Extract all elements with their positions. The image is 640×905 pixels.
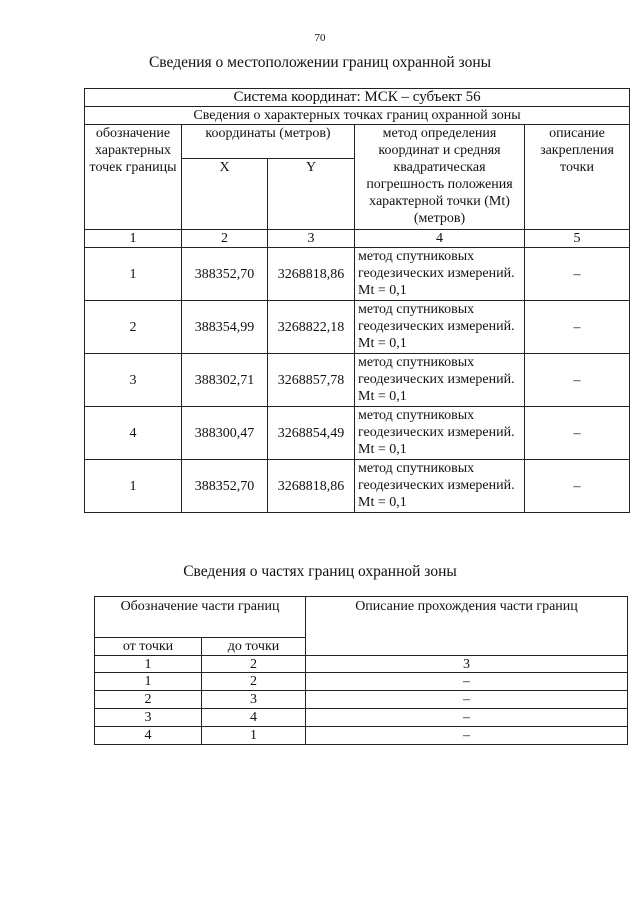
header-x: X bbox=[182, 159, 268, 230]
header-to-point: до точки bbox=[202, 638, 306, 656]
header-row-1 bbox=[85, 125, 630, 159]
method-text: метод спутниковых геодезических измерений. Mt = 0,1 bbox=[355, 301, 525, 354]
coord-x: 388300,47 bbox=[182, 407, 268, 460]
to-point: 2 bbox=[202, 673, 306, 691]
passage-description: – bbox=[306, 709, 628, 727]
column-numbers-row bbox=[85, 230, 630, 248]
fixing-description: – bbox=[525, 354, 630, 407]
table-row bbox=[95, 709, 628, 727]
col-number: 3 bbox=[268, 230, 355, 248]
coord-system-row bbox=[85, 89, 630, 107]
table-row bbox=[95, 691, 628, 709]
fixing-description: – bbox=[525, 301, 630, 354]
passage-description: – bbox=[306, 727, 628, 745]
boundary-points-table bbox=[84, 88, 630, 513]
points-caption-row bbox=[85, 107, 630, 125]
fixing-description: – bbox=[525, 248, 630, 301]
point-id: 2 bbox=[85, 301, 182, 354]
column-numbers-row bbox=[95, 656, 628, 673]
table-row bbox=[95, 727, 628, 745]
to-point: 3 bbox=[202, 691, 306, 709]
points-caption: Сведения о характерных точках границ охранной зоны bbox=[85, 107, 630, 125]
from-point: 2 bbox=[95, 691, 202, 709]
table-row bbox=[95, 673, 628, 691]
col-number: 3 bbox=[306, 656, 628, 673]
from-point: 1 bbox=[95, 673, 202, 691]
table-row bbox=[85, 248, 630, 301]
to-point: 1 bbox=[202, 727, 306, 745]
from-point: 3 bbox=[95, 709, 202, 727]
parts-title: Сведения о частях границ охранной зоны bbox=[183, 563, 457, 580]
to-point: 4 bbox=[202, 709, 306, 727]
point-id: 4 bbox=[85, 407, 182, 460]
header-coordinates: координаты (метров) bbox=[182, 125, 355, 159]
table-row bbox=[85, 301, 630, 354]
fixing-description: – bbox=[525, 407, 630, 460]
method-text: метод спутниковых геодезических измерений. Mt = 0,1 bbox=[355, 460, 525, 513]
method-text: метод спутниковых геодезических измерений. Mt = 0,1 bbox=[355, 248, 525, 301]
table-row bbox=[85, 407, 630, 460]
page-number: 70 bbox=[314, 32, 326, 44]
header-method: метод определения координат и средняя квадратическая погрешность положения характерной точки (Mt) (метров) bbox=[355, 125, 525, 230]
coord-system: Система координат: МСК – субъект 56 bbox=[85, 89, 630, 107]
passage-description: – bbox=[306, 673, 628, 691]
fixing-description: – bbox=[525, 460, 630, 513]
method-text: метод спутниковых геодезических измерений. Mt = 0,1 bbox=[355, 354, 525, 407]
col-number: 2 bbox=[202, 656, 306, 673]
coord-y: 3268818,86 bbox=[268, 248, 355, 301]
header-y: Y bbox=[268, 159, 355, 230]
header-designation: обозначение характерных точек границы bbox=[85, 125, 182, 230]
from-point: 4 bbox=[95, 727, 202, 745]
coord-x: 388352,70 bbox=[182, 248, 268, 301]
coord-x: 388352,70 bbox=[182, 460, 268, 513]
boundary-parts-table bbox=[94, 596, 628, 745]
coord-y: 3268857,78 bbox=[268, 354, 355, 407]
coord-x: 388302,71 bbox=[182, 354, 268, 407]
col-number: 4 bbox=[355, 230, 525, 248]
point-id: 3 bbox=[85, 354, 182, 407]
parts-header-row-1 bbox=[95, 597, 628, 638]
col-number: 5 bbox=[525, 230, 630, 248]
header-passage-description: Описание прохождения части границ bbox=[306, 597, 628, 656]
coord-y: 3268818,86 bbox=[268, 460, 355, 513]
table-row bbox=[85, 354, 630, 407]
coord-y: 3268854,49 bbox=[268, 407, 355, 460]
col-number: 1 bbox=[95, 656, 202, 673]
coord-y: 3268822,18 bbox=[268, 301, 355, 354]
header-from-point: от точки bbox=[95, 638, 202, 656]
col-number: 1 bbox=[85, 230, 182, 248]
point-id: 1 bbox=[85, 460, 182, 513]
header-part-designation: Обозначение части границ bbox=[95, 597, 306, 638]
method-text: метод спутниковых геодезических измерений. Mt = 0,1 bbox=[355, 407, 525, 460]
boundaries-title: Сведения о местоположении границ охранной зоны bbox=[148, 54, 492, 71]
coord-x: 388354,99 bbox=[182, 301, 268, 354]
col-number: 2 bbox=[182, 230, 268, 248]
header-description: описание закрепления точки bbox=[525, 125, 630, 230]
table-row bbox=[85, 460, 630, 513]
passage-description: – bbox=[306, 691, 628, 709]
point-id: 1 bbox=[85, 248, 182, 301]
